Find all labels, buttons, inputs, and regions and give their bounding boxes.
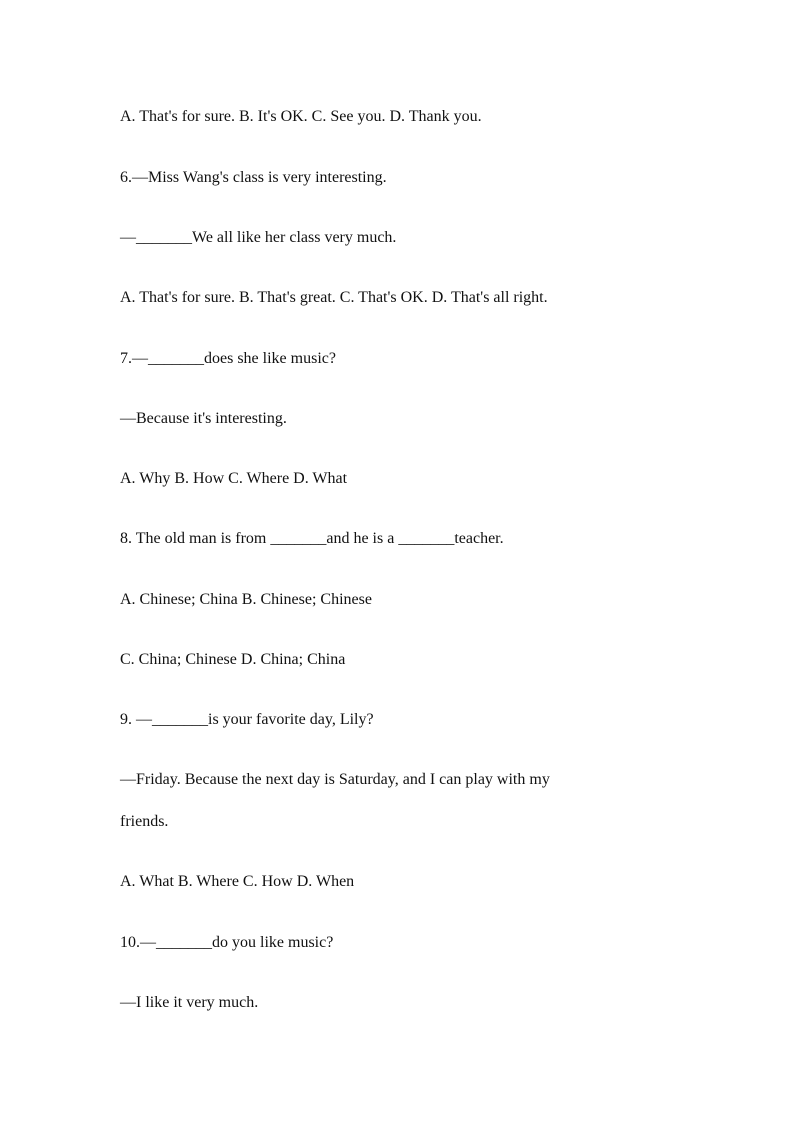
q10-prompt: 10.—_______do you like music? [120, 934, 334, 951]
q9-options: A. What B. Where C. How D. When [120, 873, 355, 890]
q6-options: A. That's for sure. B. That's great. C. That's OK. D. That's all right. [120, 289, 548, 306]
q9-response-continued: friends. [120, 813, 169, 830]
q9-response: —Friday. Because the next day is Saturday, and I can play with my [120, 771, 550, 788]
q5-options: A. That's for sure. B. It's OK. C. See you. D. Thank you. [120, 108, 482, 125]
q8-options-ab: A. Chinese; China B. Chinese; Chinese [120, 591, 372, 608]
q6-response: —_______We all like her class very much. [120, 229, 397, 246]
q9-prompt: 9. —_______is your favorite day, Lily? [120, 711, 374, 728]
q8-prompt: 8. The old man is from _______and he is a _______teacher. [120, 530, 504, 547]
q7-prompt: 7.—_______does she like music? [120, 350, 336, 367]
q6-prompt: 6.—Miss Wang's class is very interesting. [120, 169, 387, 186]
q10-response: —I like it very much. [120, 994, 259, 1011]
q8-options-cd: C. China; Chinese D. China; China [120, 651, 346, 668]
q7-response: —Because it's interesting. [120, 410, 287, 427]
q7-options: A. Why B. How C. Where D. What [120, 470, 348, 487]
